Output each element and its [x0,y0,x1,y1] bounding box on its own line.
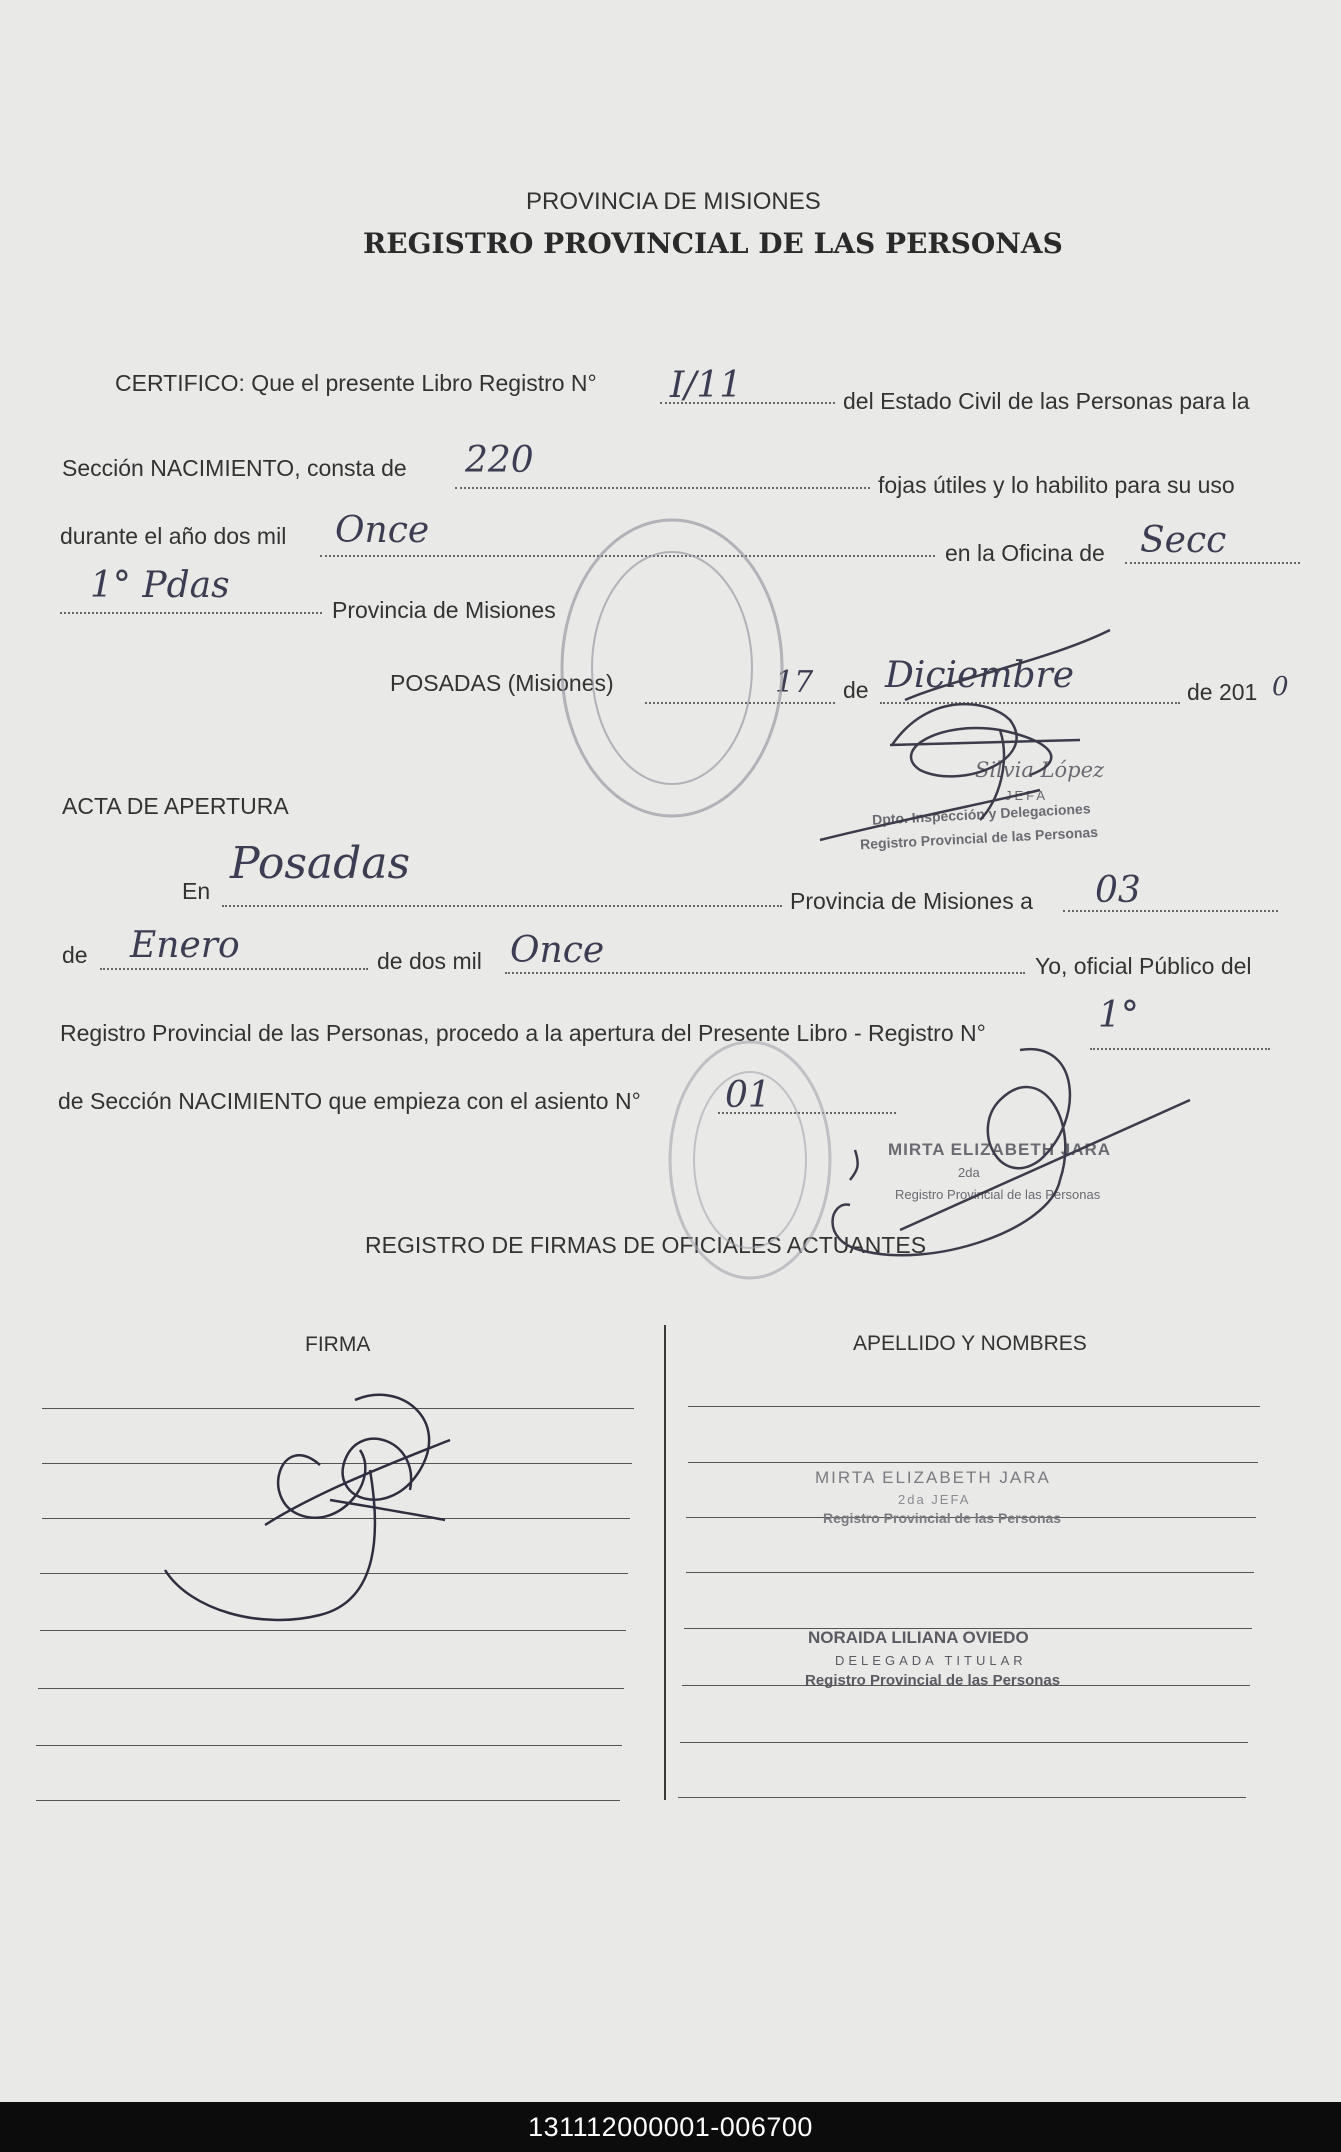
stamp-mid-org: Registro Provincial de las Personas [895,1187,1101,1202]
dos-mil-label: de dos mil [377,948,482,974]
stamp-top-role: JEFA [1005,788,1049,803]
registro-number: I/11 [670,365,743,406]
cert-day: 17 [775,665,814,700]
year-words: Once [335,510,430,551]
signature-mid [833,1049,1191,1255]
stamp-top-name: Silvia López [975,758,1105,782]
cert-month: Diciembre [885,655,1075,696]
cert-text-3: Sección NACIMIENTO, consta de [62,455,407,481]
year-suffix: 0 [1272,672,1289,702]
acta-line-3: Registro Provincial de las Personas, procedo a la apertura del Presente Libro - Registro N° [60,1020,986,1046]
cert-text-1: CERTIFICO: Que el presente Libro Registro N° [115,370,597,396]
table-stamp-role-2: DELEGADA TITULAR [835,1653,1027,1668]
acta-registro-number: 1° [1098,995,1139,1036]
table-stamp-role-1: 2da JEFA [898,1492,971,1507]
en-label: En [182,878,211,904]
fojas-count: 220 [465,440,534,481]
place-label: POSADAS (Misiones) [390,670,614,696]
column-firma: FIRMA [305,1333,371,1356]
stamp-mid-name: MIRTA ELIZABETH JARA [888,1140,1112,1159]
stamp-top-org: Registro Provincial de las Personas [859,823,1099,853]
acta-city: Posadas [230,838,411,889]
province-heading: PROVINCIA DE MISIONES [526,188,821,215]
acta-asiento: 01 [725,1075,771,1116]
acta-month: Enero [130,925,240,966]
acta-year-words: Once [510,930,605,971]
round-seal-top [562,520,782,816]
cert-text-5: durante el año dos mil [60,523,287,549]
cert-text-2: del Estado Civil de las Personas para la [843,388,1250,414]
round-seal-mid [670,1042,830,1278]
cert-text-7: Provincia de Misiones [332,597,556,623]
stamp-mid-role: 2da [958,1165,980,1180]
document-id-footer: 131112000001-006700 [0,2102,1341,2152]
signatures-title: REGISTRO DE FIRMAS DE OFICIALES ACTUANTES [365,1232,927,1258]
oficina-2: 1° Pdas [90,565,230,606]
de-label: de [843,677,869,703]
year-prefix: de 201 [1187,679,1258,705]
signature-table [165,1395,450,1620]
acta-province-label: Provincia de Misiones a [790,888,1033,914]
table-stamp-org-2: Registro Provincial de las Personas [805,1672,1061,1689]
table-stamp-org-1: Registro Provincial de las Personas [823,1510,1062,1526]
stamp-top-dept: Dpto. Inspección y Delegaciones [871,800,1091,828]
yo-label: Yo, oficial Público del [1035,953,1252,979]
table-stamp-name-1: MIRTA ELIZABETH JARA [815,1468,1051,1487]
acta-day: 03 [1095,870,1141,911]
oficina: Secc [1140,520,1227,561]
cert-text-6: en la Oficina de [945,540,1105,566]
acta-heading: ACTA DE APERTURA [62,793,289,819]
table-stamp-name-2: NORAIDA LILIANA OVIEDO [808,1628,1029,1647]
registry-heading: REGISTRO PROVINCIAL DE LAS PERSONAS [363,227,1063,260]
cert-text-4: fojas útiles y lo habilito para su uso [878,472,1235,498]
acta-line-4: de Sección NACIMIENTO que empieza con el asiento N° [58,1088,641,1114]
signature-top [820,630,1110,840]
column-apellido-nombres: APELLIDO Y NOMBRES [853,1332,1087,1355]
de-label-2: de [62,942,88,968]
